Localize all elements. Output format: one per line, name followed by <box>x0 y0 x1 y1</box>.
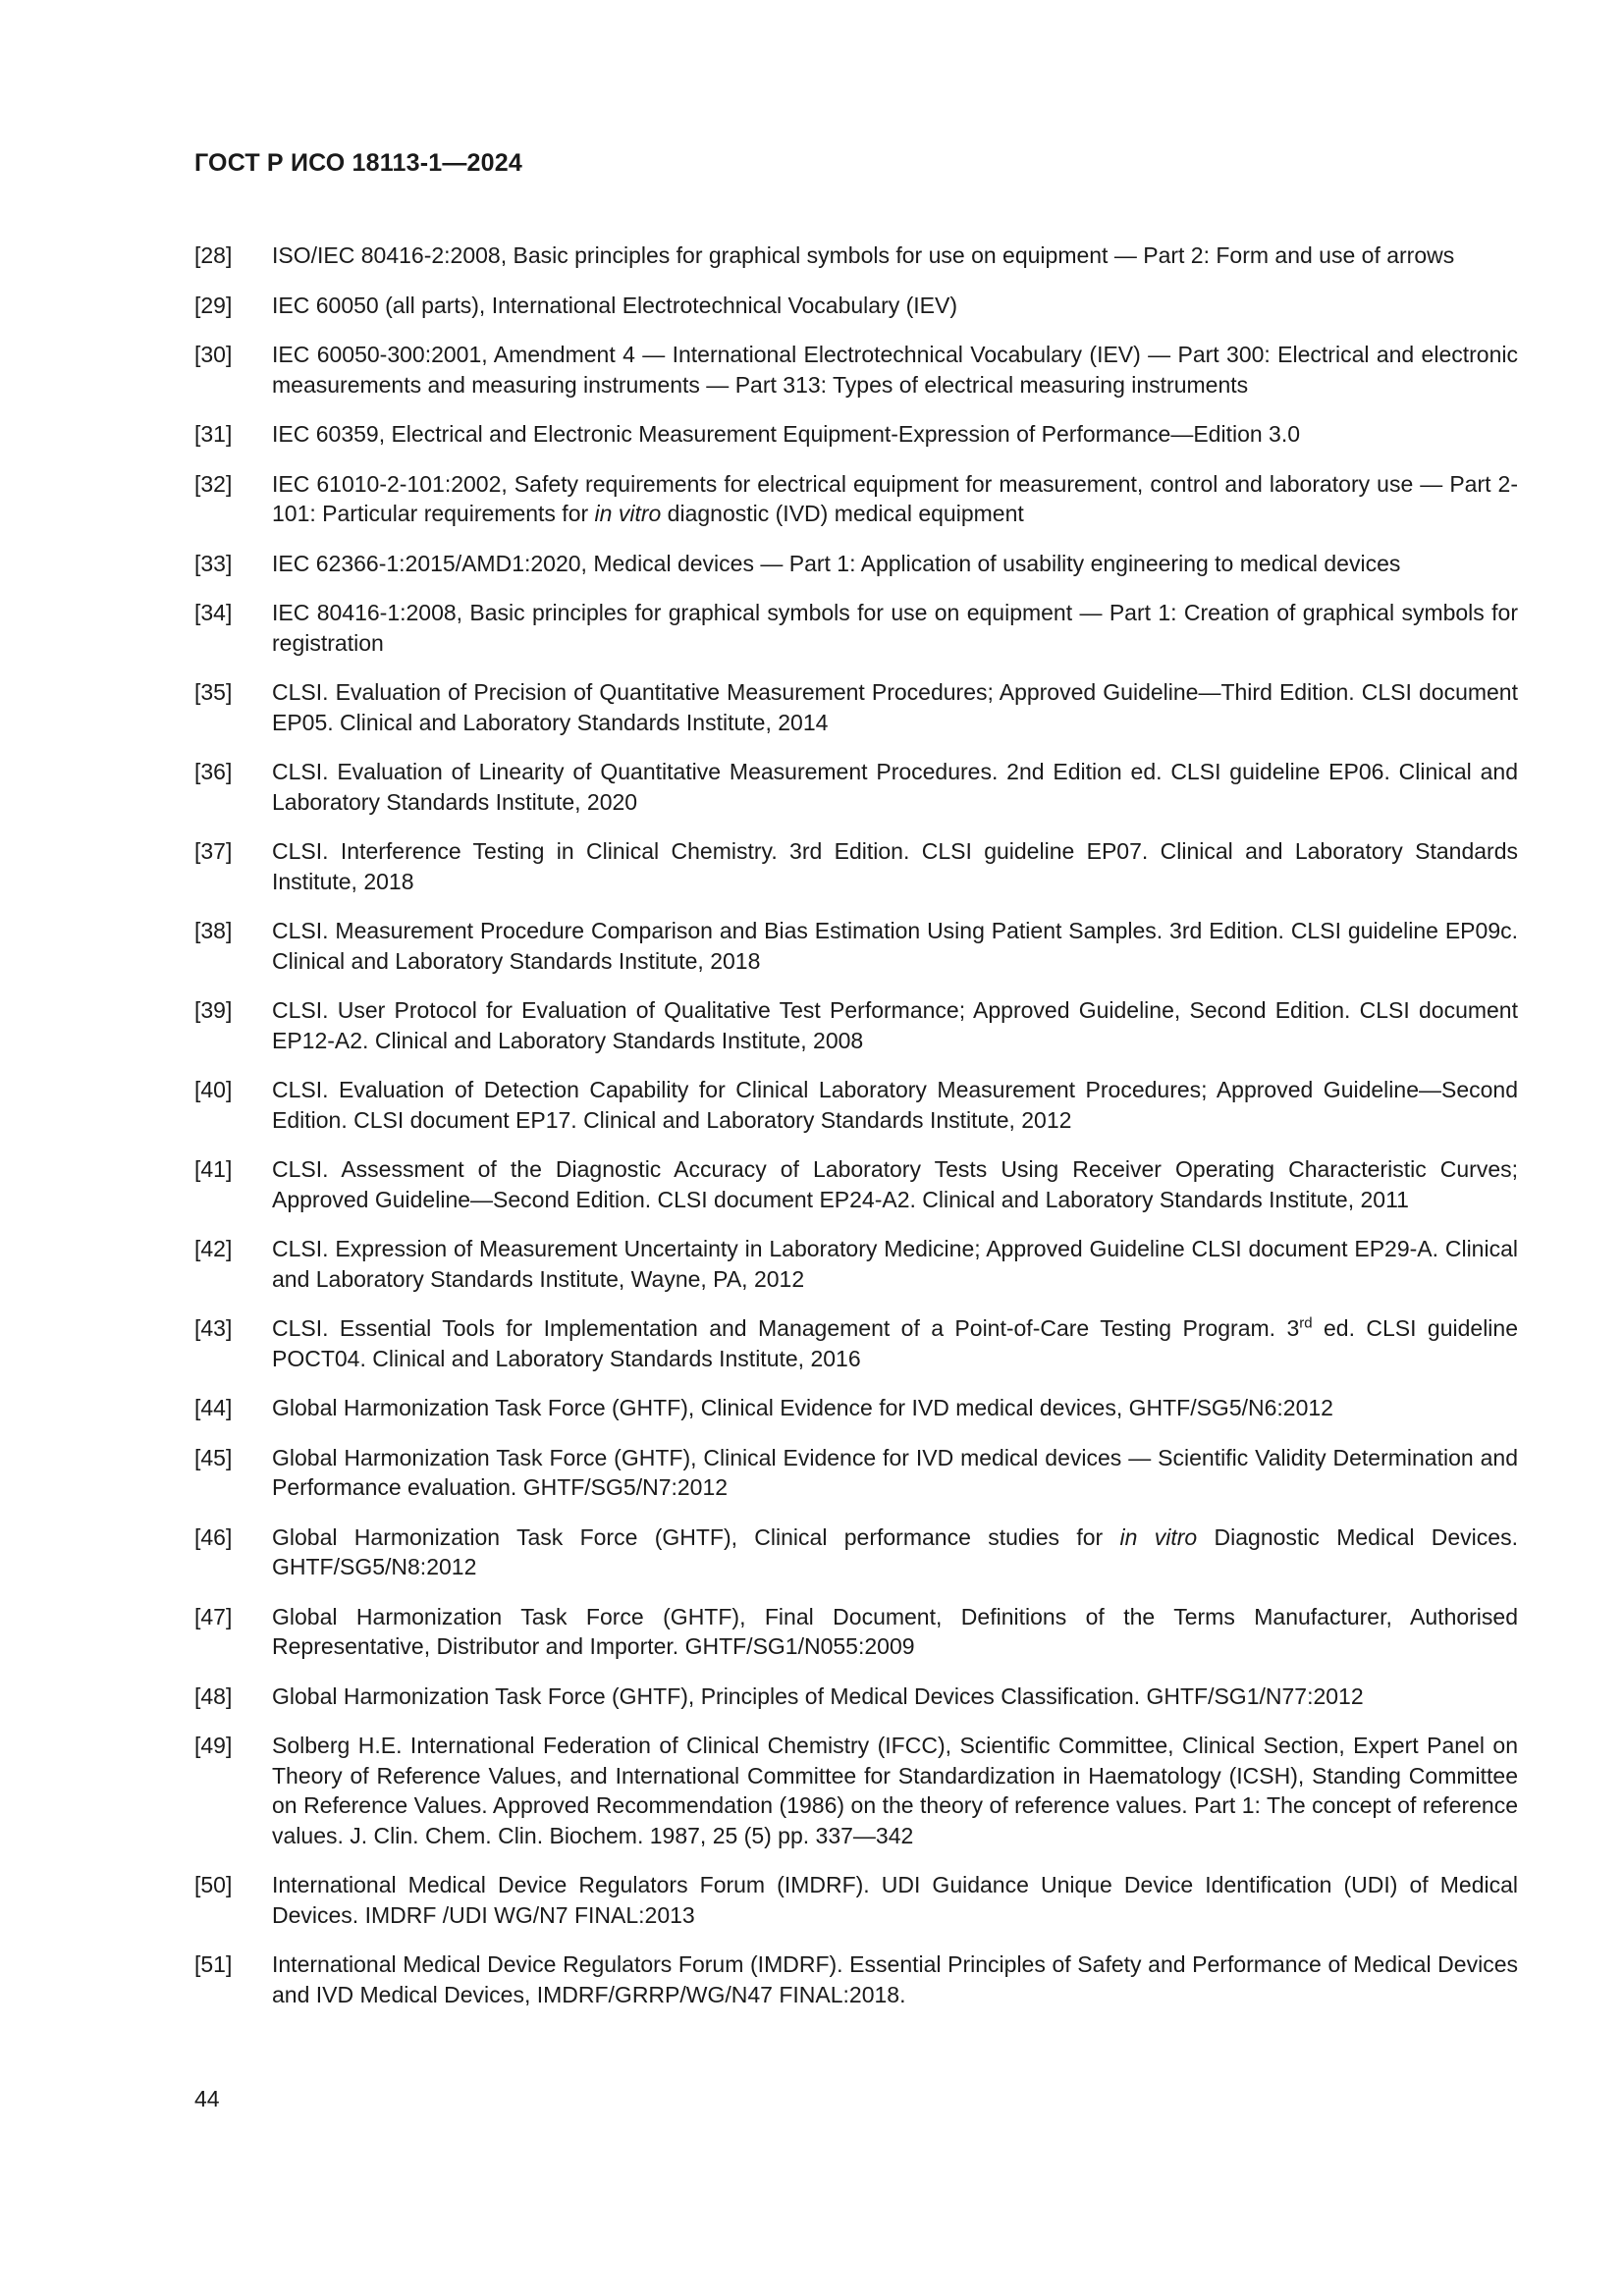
entry-number: [41] <box>194 1156 233 1182</box>
entry-text <box>272 598 1518 658</box>
bibliography-entry <box>194 1393 1518 1423</box>
bibliography-entry <box>194 995 1518 1055</box>
document-header: ГОСТ Р ИСО 18113-1—2024 <box>194 149 522 177</box>
entry-text-segment: CLSI. Measurement Procedure Comparison and Bias Estimation Using Patient Samples. 3rd Edition. CLSI guideline EP09c. Clinical and Laboratory Standards Institute, 2018 <box>272 918 1518 974</box>
entry-text <box>272 1393 1518 1423</box>
entry-text <box>272 1075 1518 1135</box>
entry-text <box>272 1870 1518 1930</box>
entry-number: [44] <box>194 1395 233 1420</box>
entry-text-segment: ed. CLSI guideline POCT04. Clinical and Laboratory Standards Institute, 2016 <box>272 1315 1519 1371</box>
entry-text-segment: Global Harmonization Task Force (GHTF), Clinical performance studies for <box>272 1523 1120 1550</box>
bibliography-entry <box>194 1313 1518 1373</box>
entry-text-italic: in vitro <box>594 501 662 526</box>
bibliography-entry <box>194 340 1518 400</box>
entry-text-segment: IEC 60050 (all parts), International Electrotechnical Vocabulary (IEV) <box>272 292 958 318</box>
bibliography-entry <box>194 240 1518 271</box>
entry-number: [31] <box>194 421 233 447</box>
bibliography-entry <box>194 1075 1518 1135</box>
entry-number: [49] <box>194 1733 233 1758</box>
entry-number: [50] <box>194 1872 233 1897</box>
entry-text <box>272 1313 1518 1373</box>
bibliography-entry <box>194 1234 1518 1294</box>
bibliography-entry <box>194 598 1518 658</box>
entry-text-segment: CLSI. Expression of Measurement Uncertainty in Laboratory Medicine; Approved Guideline CLSI document EP29-A. Clinical and Laboratory Standards Institute, Wayne, PA, 2012 <box>272 1236 1518 1292</box>
entry-number: [30] <box>194 342 233 367</box>
entry-text <box>272 1731 1518 1850</box>
entry-text <box>272 916 1518 976</box>
entry-text <box>272 291 1518 321</box>
entry-text-segment: CLSI. Evaluation of Precision of Quantitative Measurement Procedures; Approved Guideline—Third Edition. CLSI document EP05. Clinical and Laboratory Standards Institute, 2014 <box>272 679 1518 735</box>
entry-number: [35] <box>194 679 233 705</box>
entry-number: [37] <box>194 838 233 864</box>
bibliography-entry <box>194 836 1518 896</box>
entry-text <box>272 1443 1518 1503</box>
page-number: 44 <box>194 2086 220 2111</box>
bibliography-entry <box>194 677 1518 737</box>
entry-text-segment: International Medical Device Regulators Forum (IMDRF). Essential Principles of Safety and Performance of Medical Devices and IVD Medical Devices, IMDRF/GRRP/WG/N47 FINAL:2018. <box>272 1951 1518 2007</box>
entry-text-segment: CLSI. Evaluation of Linearity of Quantitative Measurement Procedures. 2nd Edition ed. CLSI guideline EP06. Clinical and Laboratory Standards Institute, 2020 <box>272 759 1518 815</box>
bibliography-entry <box>194 549 1518 579</box>
entry-text-segment: Global Harmonization Task Force (GHTF), Clinical Evidence for IVD medical devices — Scientific Validity Determination and Performance evaluation. GHTF/SG5/N7:2012 <box>272 1444 1518 1500</box>
entry-text <box>272 549 1518 579</box>
entry-text <box>272 677 1518 737</box>
entry-text <box>272 1602 1518 1662</box>
entry-number: [34] <box>194 600 233 625</box>
entry-text <box>272 1154 1518 1214</box>
entry-text <box>272 340 1518 400</box>
entry-number: [42] <box>194 1236 233 1261</box>
entry-text-segment: Solberg H.E. International Federation of Clinical Chemistry (IFCC), Scientific Committee, Clinical Section, Expert Panel on Theory of Reference Values, and International Committee for Standardization in Haematology (ICSH), Standing Committee on Reference Values. Approved Recommendation (1986) on the theory of reference values. Part 1: The concept of reference values. J. Clin. Chem. Clin. Biochem. 1987, 25 (5) pp. 337—342 <box>272 1733 1518 1848</box>
entry-text <box>272 757 1518 817</box>
entry-text-segment: Global Harmonization Task Force (GHTF), Final Document, Definitions of the Terms Manufacturer, Authorised Representative, Distributor and Importer. GHTF/SG1/N055:2009 <box>272 1603 1518 1659</box>
entry-number: [29] <box>194 292 233 318</box>
entry-text <box>272 1949 1518 2009</box>
bibliography-entry <box>194 1443 1518 1503</box>
entry-text <box>272 1234 1518 1294</box>
entry-text-segment: CLSI. User Protocol for Evaluation of Qualitative Test Performance; Approved Guideline, Second Edition. CLSI document EP12-A2. Clinical and Laboratory Standards Institute, 2008 <box>272 997 1518 1053</box>
entry-number: [32] <box>194 470 233 497</box>
entry-number: [48] <box>194 1682 233 1709</box>
entry-text-segment: Global Harmonization Task Force (GHTF), Principles of Medical Devices Classification. GHTF/SG1/N77:2012 <box>272 1682 1364 1709</box>
entry-number: [51] <box>194 1951 233 1977</box>
entry-text-segment: diagnostic (IVD) medical equipment <box>661 501 1024 526</box>
entry-number: [40] <box>194 1077 233 1102</box>
bibliography-entry <box>194 1870 1518 1930</box>
entry-text-italic: in vitro <box>1119 1523 1198 1550</box>
entry-text <box>272 469 1518 529</box>
entry-text-segment: CLSI. Interference Testing in Clinical Chemistry. 3rd Edition. CLSI guideline EP07. Clinical and Laboratory Standards Institute, 2018 <box>272 838 1518 894</box>
entry-number: [46] <box>194 1523 233 1550</box>
entry-text-segment: Global Harmonization Task Force (GHTF), Clinical Evidence for IVD medical devices, GHTF/SG5/N6:2012 <box>272 1395 1333 1420</box>
entry-text <box>272 1522 1518 1582</box>
entry-text-segment: CLSI. Essential Tools for Implementation and Management of a Point-of-Care Testing Program. 3 <box>272 1315 1300 1341</box>
entry-text-segment: International Medical Device Regulators Forum (IMDRF). UDI Guidance Unique Device Identification (UDI) of Medical Devices. IMDRF /UDI WG/N7 FINAL:2013 <box>272 1872 1518 1928</box>
entry-number: [28] <box>194 242 233 268</box>
entry-number: [33] <box>194 550 233 576</box>
bibliography-entry <box>194 1682 1518 1712</box>
bibliography-entry <box>194 419 1518 450</box>
bibliography-list <box>194 240 1518 2029</box>
entry-number: [43] <box>194 1315 233 1341</box>
entry-text <box>272 995 1518 1055</box>
bibliography-entry <box>194 1154 1518 1214</box>
entry-number: [38] <box>194 918 233 943</box>
entry-number: [45] <box>194 1444 233 1470</box>
entry-text <box>272 240 1518 271</box>
bibliography-entry <box>194 916 1518 976</box>
bibliography-entry <box>194 291 1518 321</box>
entry-text-segment: CLSI. Evaluation of Detection Capability for Clinical Laboratory Measurement Procedures; Approved Guideline—Second Edition. CLSI document EP17. Clinical and Laboratory Standards Institute, 2012 <box>272 1077 1518 1133</box>
bibliography-entry <box>194 469 1518 529</box>
bibliography-entry <box>194 1731 1518 1850</box>
entry-text <box>272 836 1518 896</box>
entry-text-segment: IEC 62366-1:2015/AMD1:2020, Medical devices — Part 1: Application of usability engineering to medical devices <box>272 550 1401 576</box>
bibliography-entry <box>194 1602 1518 1662</box>
entry-number: [36] <box>194 759 233 784</box>
entry-text-segment: ISO/IEC 80416-2:2008, Basic principles for graphical symbols for use on equipment — Part 2: Form and use of arrows <box>272 242 1455 268</box>
entry-text-segment: IEC 60050-300:2001, Amendment 4 — International Electrotechnical Vocabulary (IEV) — Part 300: Electrical and electronic measurements and measuring instruments — Part 313: Types of electrical measuring instruments <box>272 342 1518 398</box>
entry-text-segment: Diagnostic Medical Devices. GHTF/SG5/N8:2012 <box>272 1523 1518 1579</box>
entry-text-segment: IEC 80416-1:2008, Basic principles for graphical symbols for use on equipment — Part 1: Creation of graphical symbols for registration <box>272 600 1518 656</box>
bibliography-entry <box>194 1949 1518 2009</box>
bibliography-entry <box>194 1522 1518 1582</box>
entry-text-segment: IEC 60359, Electrical and Electronic Measurement Equipment-Expression of Performance—Edition 3.0 <box>272 421 1301 447</box>
entry-text-segment: CLSI. Assessment of the Diagnostic Accuracy of Laboratory Tests Using Receiver Operating Characteristic Curves; Approved Guideline—Second Edition. CLSI document EP24-A2. Clinical and Laboratory Standards Institute, 2011 <box>272 1156 1518 1212</box>
entry-text-segment: IEC 61010-2-101:2002, Safety requirements for electrical equipment for measurement, control and laboratory use — Part 2-101: Particular requirements for <box>272 470 1518 526</box>
entry-text <box>272 1682 1518 1712</box>
entry-number: [47] <box>194 1603 233 1629</box>
entry-text <box>272 419 1518 450</box>
entry-text-superscript: rd <box>1299 1314 1313 1332</box>
bibliography-entry <box>194 757 1518 817</box>
entry-number: [39] <box>194 997 233 1023</box>
